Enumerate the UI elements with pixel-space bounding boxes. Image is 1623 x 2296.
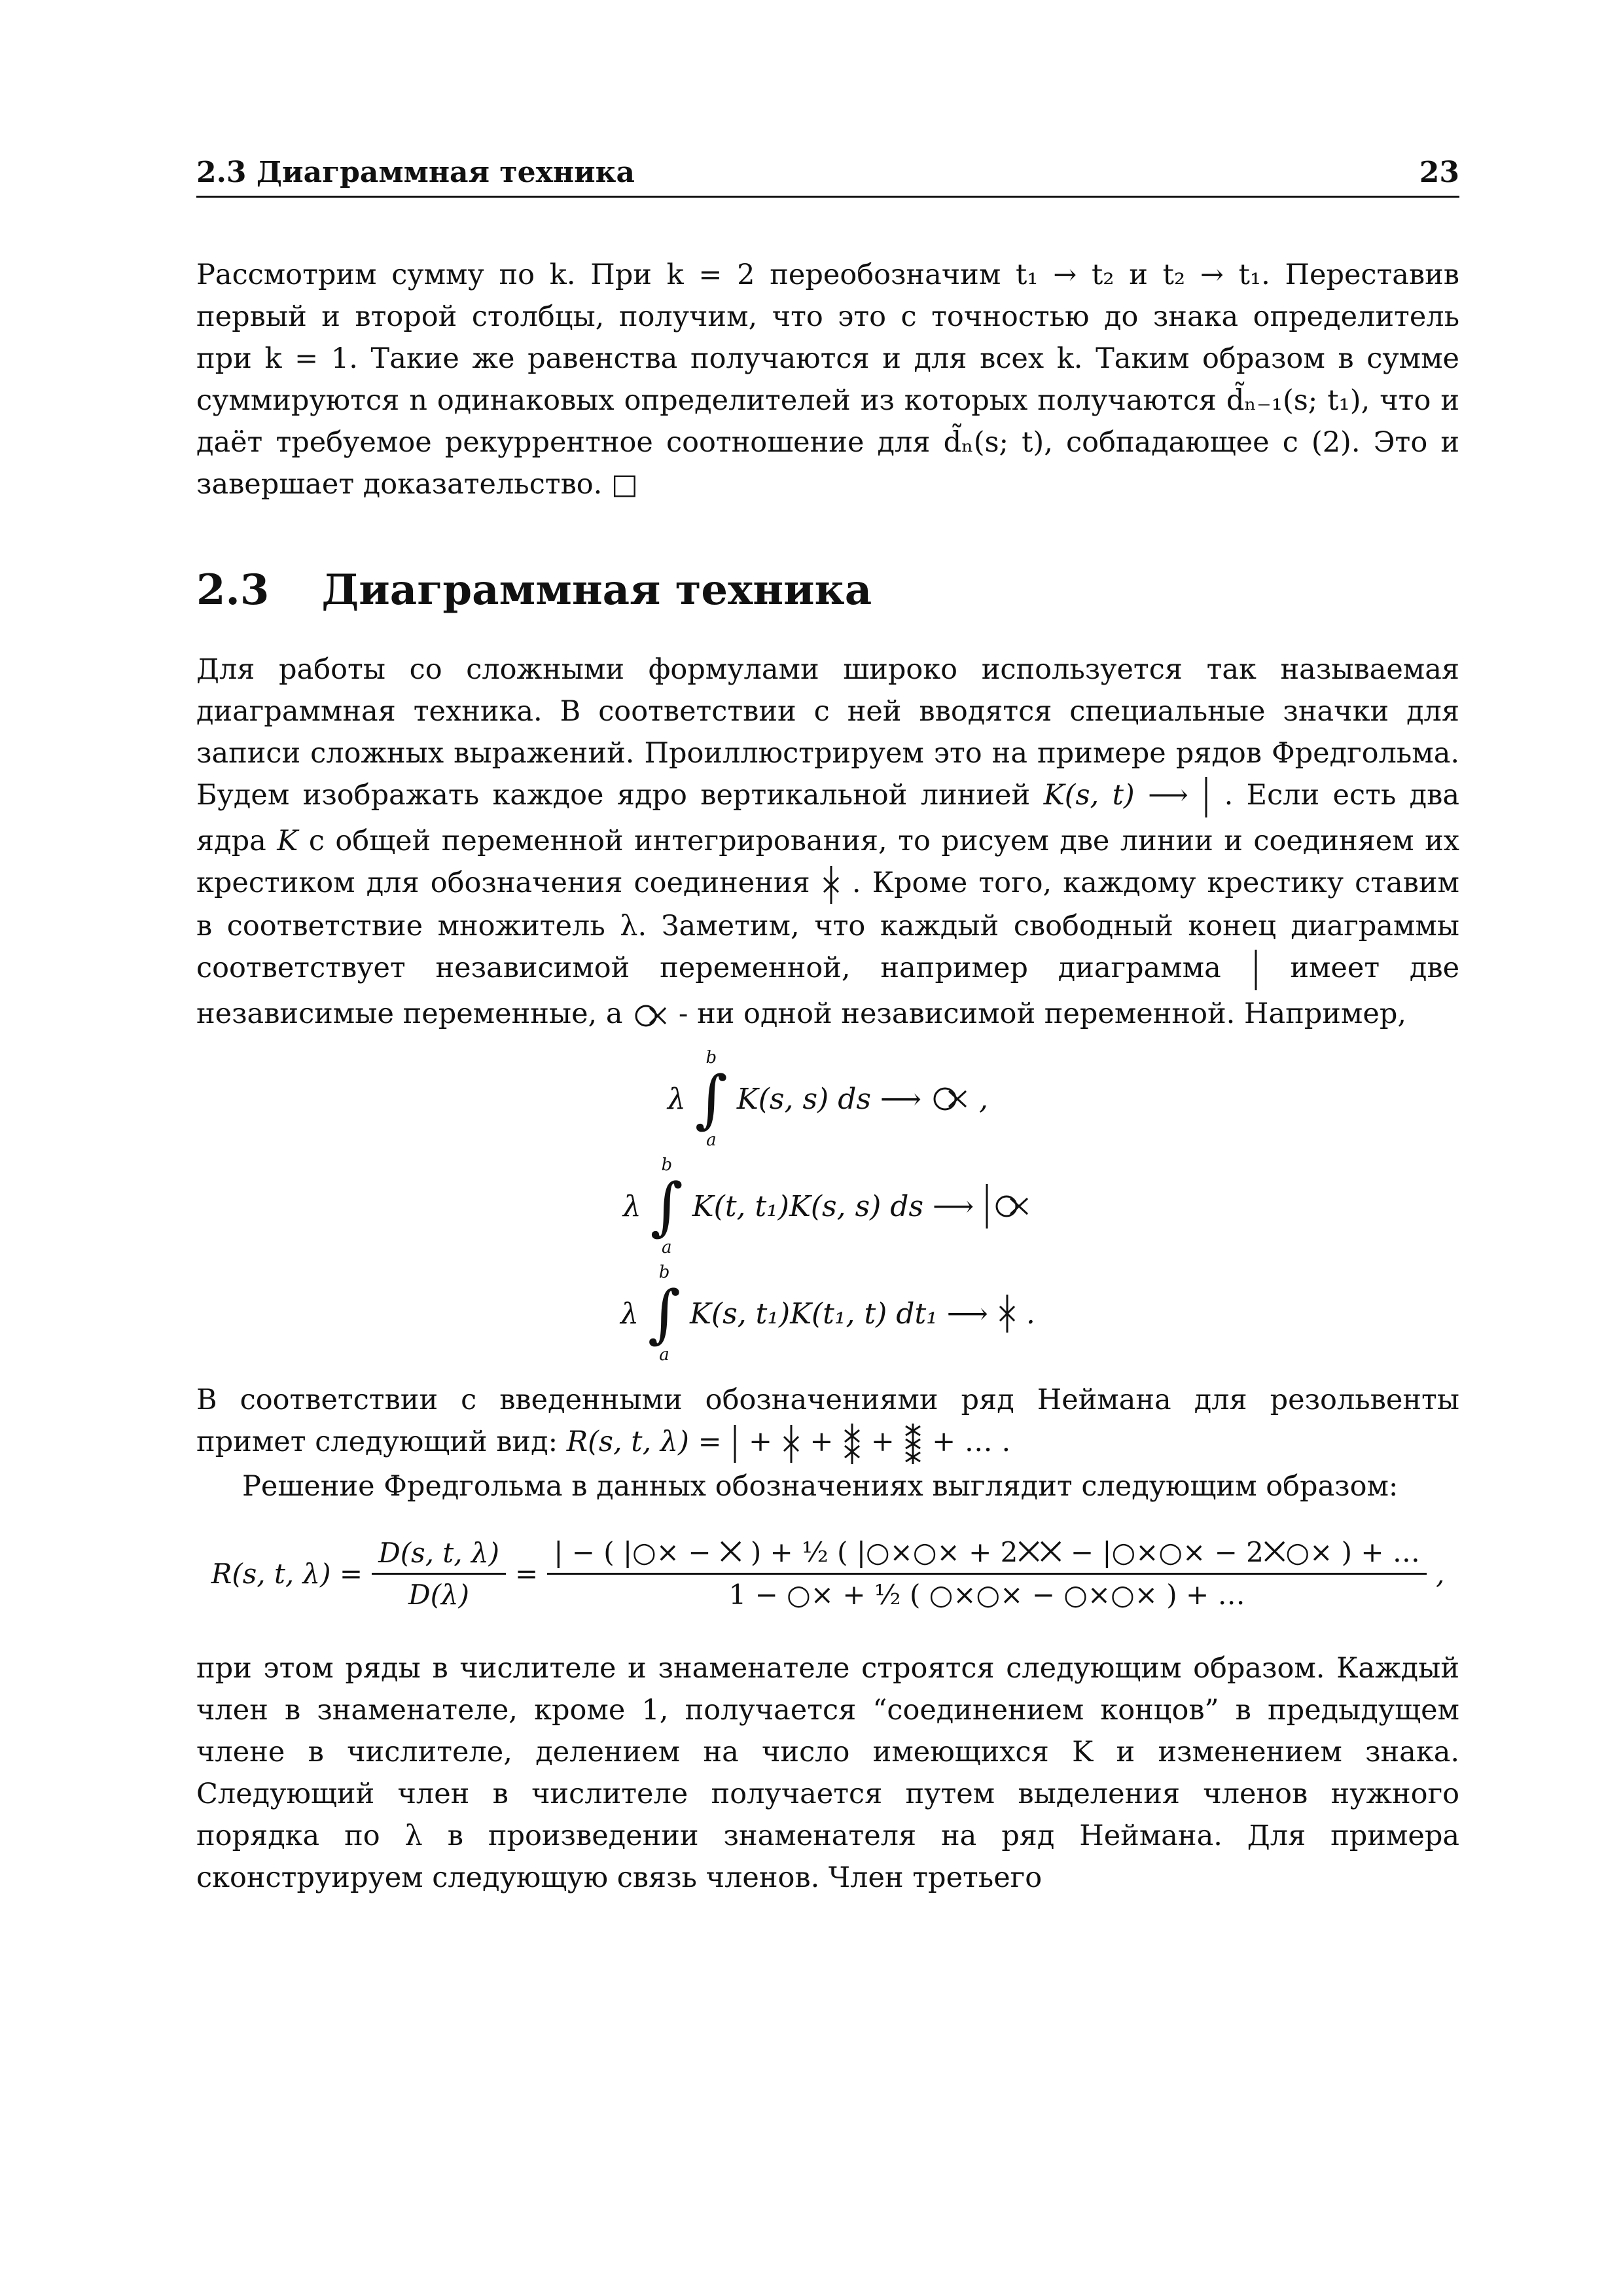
eq3-integral bbox=[648, 1263, 681, 1365]
neumann-plus-3: + bbox=[870, 1426, 895, 1458]
page bbox=[196, 156, 1459, 1899]
intro-text-4: . Кроме того, каждому крестику ставим в соответствие множитель λ. Заметим, что каждый свободный конец диаграммы соответствует независимой переменной, например диаграмма bbox=[196, 867, 1459, 984]
eq3-upper-limit: b bbox=[658, 1263, 670, 1282]
intro-var-k: K bbox=[277, 825, 298, 857]
integral-sign: ∫ bbox=[648, 1277, 681, 1350]
eq1-body: K(s, s) ds ⟶ bbox=[736, 1082, 922, 1116]
series-numerator: | − ( |○× − ⨉ ) + ½ ( |○×○× + 2⨉⨉ − |○×○× − 2⨉○× ) + … bbox=[547, 1536, 1427, 1575]
fredholm-lhs: R(s, t, λ) = bbox=[211, 1557, 363, 1590]
neumann-tail: + … . bbox=[932, 1426, 1011, 1458]
eq1-upper-limit: b bbox=[705, 1048, 717, 1067]
section-heading bbox=[196, 565, 1459, 615]
intro-text-2: . Если есть два ядра bbox=[196, 779, 1460, 857]
equation-2 bbox=[196, 1155, 1459, 1257]
series-denominator: 1 − ○× + ½ ( ○×○× − ○×○× ) + … bbox=[728, 1579, 1245, 1611]
eq3-lower-limit: a bbox=[659, 1345, 669, 1365]
equation-3 bbox=[196, 1263, 1459, 1365]
neumann-text: В соответствии с введенными обозначениями ряд Неймана для резольвенты примет следующий вид: bbox=[196, 1384, 1459, 1458]
running-head bbox=[196, 156, 1459, 198]
eq3-body: K(s, t₁)K(t₁, t) dt₁ ⟶ bbox=[690, 1297, 988, 1331]
eq3-tail: . bbox=[1026, 1297, 1035, 1331]
intro-text-3: с общей переменной интегрирования, то рисуем две линии и соединяем их крестиком для обозначения соединения bbox=[196, 825, 1460, 899]
eq3-cross-diagram bbox=[997, 1293, 1017, 1334]
closing-paragraph: при этом ряды в числителе и знаменателе строятся следующим образом. Каждый член в знаменателе, кроме 1, получается “соединением концов” в предыдущем члене в числителе, делением на число имеющихся K и изменением знака. Следующий член в числителе получается путем выделения членов нужного порядка по λ в произведении знаменателя на ряд Неймана. Для примера сконструируем следующую связь членов. Член третьего bbox=[196, 1652, 1459, 1894]
fraction-d-denominator: D(λ) bbox=[408, 1578, 470, 1611]
eq2-integral bbox=[651, 1155, 683, 1257]
intro-text-5: имеет две независимые переменные, а bbox=[196, 952, 1460, 1030]
fraction-d bbox=[372, 1537, 506, 1611]
kernel-notation: K(s, t) ⟶ bbox=[1043, 779, 1188, 812]
intro-text-6: - ни одной независимой переменной. Например, bbox=[678, 997, 1407, 1030]
eq2-lower-limit: a bbox=[662, 1238, 672, 1257]
neumann-term-3 bbox=[842, 1422, 862, 1465]
equals-sign: = bbox=[515, 1557, 539, 1590]
neumann-plus-2: + bbox=[810, 1426, 834, 1458]
eq2-lambda: λ bbox=[622, 1189, 641, 1223]
loop-cross-diagram bbox=[632, 1003, 669, 1029]
eq2-upper-limit: b bbox=[661, 1155, 673, 1175]
eq3-lambda: λ bbox=[620, 1297, 639, 1331]
eq2-line-loop-diagram bbox=[983, 1180, 1033, 1232]
neumann-lhs: R(s, t, λ) = bbox=[566, 1426, 722, 1458]
eq2-body: K(t, t₁)K(s, s) ds ⟶ bbox=[692, 1189, 974, 1223]
integral-sign: ∫ bbox=[650, 1170, 683, 1243]
equation-1 bbox=[196, 1048, 1459, 1150]
intro-paragraph bbox=[196, 649, 1459, 1035]
fredholm-paragraph: Решение Фредгольма в данных обозначениях выглядит следующим образом: bbox=[242, 1470, 1399, 1503]
intro-text-1: Для работы со сложными формулами широко используется так называемая диаграммная техника. В соответствии с ней вводятся специальные значки для записи сложных выражений. Проиллюстрируем это на примере рядов Фредгольма. Будем изображать каждое ядро вертикальной линией bbox=[196, 653, 1459, 812]
running-head-section: 2.3 Диаграммная техника bbox=[196, 156, 635, 189]
integral-sign: ∫ bbox=[694, 1062, 728, 1136]
eq1-lambda: λ bbox=[667, 1082, 686, 1116]
eq1-integral bbox=[695, 1048, 728, 1150]
neumann-term-4 bbox=[903, 1422, 923, 1465]
fredholm-equation bbox=[196, 1536, 1459, 1611]
neumann-plus-1: + bbox=[748, 1426, 773, 1458]
section-title: Диаграммная техника bbox=[321, 565, 872, 615]
proof-paragraph: Рассмотрим сумму по k. При k = 2 переобозначим t₁ → t₂ и t₂ → t₁. Переставив первый и второй столбцы, получим, что это с точностью до знака определитель при k = 1. Такие же равенства получаются и для всех k. Таким образом в сумме суммируются n одинаковых определителей из которых получаются d̃ₙ₋₁(s; t₁), что и даёт требуемое рекуррентное соотношение для d̃ₙ(s; t), собпадающее с (2). Это и завершает доказательство. □ bbox=[196, 259, 1459, 501]
neumann-term-1 bbox=[730, 1422, 740, 1465]
fraction-series bbox=[547, 1536, 1427, 1611]
fraction-d-numerator: D(s, t, λ) bbox=[372, 1537, 506, 1575]
eq1-loop-diagram bbox=[931, 1085, 970, 1113]
fredholm-tail: , bbox=[1435, 1557, 1445, 1590]
neumann-paragraph bbox=[196, 1379, 1459, 1465]
vertical-line-diagram-2 bbox=[1251, 947, 1260, 993]
eq1-tail: , bbox=[979, 1082, 989, 1116]
eq1-lower-limit: a bbox=[706, 1130, 717, 1150]
vertical-line-diagram bbox=[1202, 774, 1211, 820]
section-number: 2.3 bbox=[196, 565, 270, 615]
page-number: 23 bbox=[1419, 156, 1459, 189]
cross-diagram bbox=[821, 865, 841, 905]
neumann-term-2 bbox=[781, 1422, 801, 1465]
